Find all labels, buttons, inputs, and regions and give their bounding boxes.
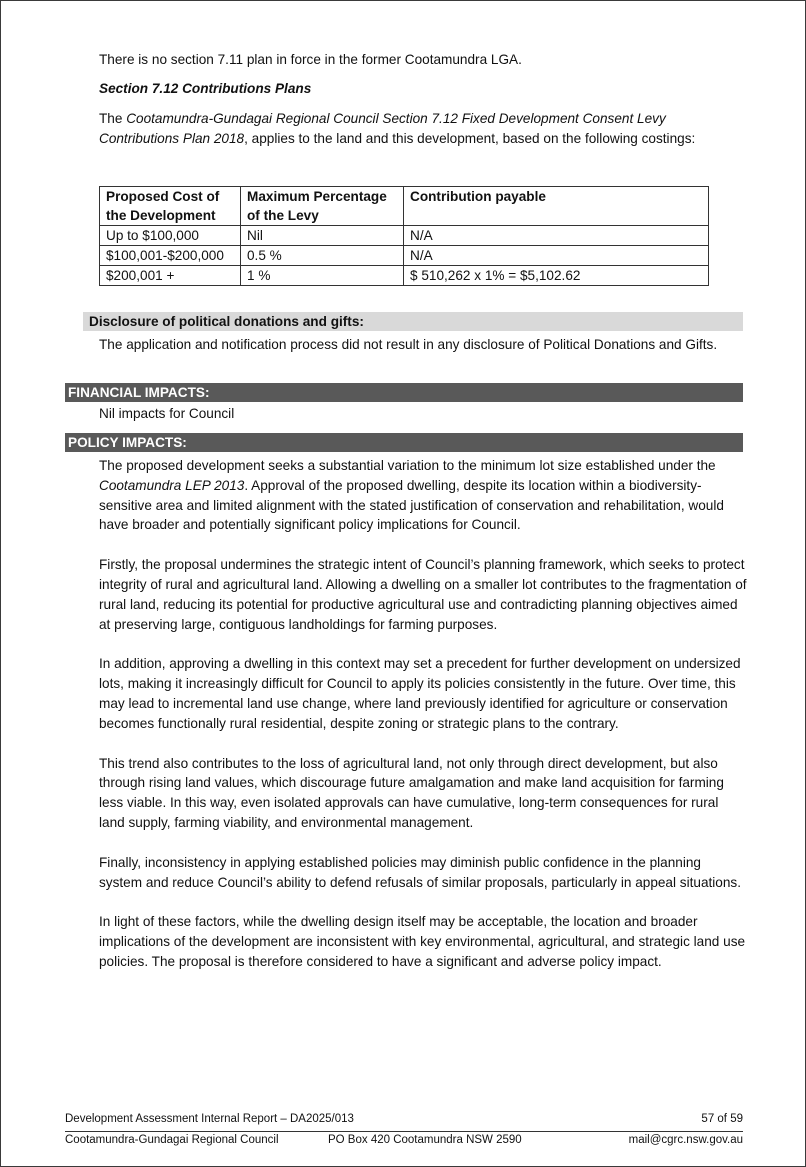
plan-description <box>99 109 743 149</box>
cell-percentage: 0.5 % <box>241 246 404 266</box>
policy-paragraph-4: This trend also contributes to the loss of agricultural land, not only through direct development, but also through rising land values, which discourage future amalgamation and make land acquisition for farming less viable. In this way, even isolated approvals can have cumulative, long-term consequences for rural land supply, farming viability, and environmental management. <box>99 755 724 830</box>
plan-name: Cootamundra-Gundagai Regional Council Section 7.12 Fixed Development Consent Levy Contributions Plan 2018 <box>99 111 666 146</box>
table-row <box>100 226 709 246</box>
policy-p1-post: . Approval of the proposed dwelling, despite its location within a biodiversity-sensitive area and limited alignment with the stated justification of conservation and rehabilitation, would have broader and potentially significant policy implications for Council. <box>99 477 724 533</box>
cell-cost: $200,001 + <box>100 266 241 286</box>
policy-paragraph-3: In addition, approving a dwelling in this context may set a precedent for further development on undersized lots, making it increasingly difficult for Council to apply its policies consistently in the future. Over time, this may lead to incremental land use change, where land previously identified for agriculture or conservation becomes functionally rural residential, despite zoning or strategic plans to the contrary. <box>99 656 741 731</box>
cell-contribution: N/A <box>404 246 709 266</box>
cell-percentage: 1 % <box>241 266 404 286</box>
plan-description-post: , applies to the land and this development, based on the following costings: <box>244 130 696 146</box>
footer-email: mail@cgrc.nsw.gov.au <box>628 1134 743 1146</box>
header-cost: Proposed Cost of the Development <box>100 187 241 226</box>
levy-table-header <box>100 187 709 226</box>
disclosure-text: The application and notification process did not result in any disclosure of Political Donations and Gifts. <box>99 337 718 352</box>
section-712-title: Section 7.12 Contributions Plans <box>99 81 312 96</box>
header-percentage: Maximum Percentage of the Levy <box>241 187 404 226</box>
levy-table <box>99 186 709 286</box>
policy-impacts-heading: POLICY IMPACTS: <box>65 433 743 452</box>
financial-impacts-text: Nil impacts for Council <box>99 406 235 421</box>
plan-description-pre: The <box>99 111 127 126</box>
cell-percentage: Nil <box>241 226 404 246</box>
lep-reference: Cootamundra LEP 2013 <box>99 477 245 493</box>
no-plan-statement: There is no section 7.11 plan in force in the former Cootamundra LGA. <box>99 52 522 67</box>
policy-impacts-body <box>99 456 747 972</box>
table-row <box>100 246 709 266</box>
policy-paragraph-2: Firstly, the proposal undermines the strategic intent of Council’s planning framework, which seeks to protect integrity of rural and agricultural land. Allowing a dwelling on a smaller lot contributes to the fragmentation of rural land, reducing its potential for productive agricultural use and contradicting planning objectives aimed at preserving large, contiguous landholdings for farming purposes. <box>99 557 747 632</box>
footer-report-line <box>65 1111 743 1132</box>
footer-page-number: 57 of 59 <box>701 1113 743 1125</box>
policy-paragraph-6: In light of these factors, while the dwelling design itself may be acceptable, the location and broader implications of the development are inconsistent with key environmental, agricultural, and strategic land use policies. The proposal is therefore considered to have a significant and adverse policy impact. <box>99 914 746 969</box>
footer-council-name: Cootamundra-Gundagai Regional Council <box>65 1134 279 1146</box>
cell-contribution: N/A <box>404 226 709 246</box>
header-contribution: Contribution payable <box>404 187 709 226</box>
footer-po-box: PO Box 420 Cootamundra NSW 2590 <box>328 1134 522 1146</box>
cell-contribution: $ 510,262 x 1% = $5,102.62 <box>404 266 709 286</box>
policy-paragraph-1 <box>99 456 747 535</box>
cell-cost: $100,001-$200,000 <box>100 246 241 266</box>
footer-report-title: Development Assessment Internal Report – DA2025/013 <box>65 1113 354 1125</box>
policy-p1-pre: The proposed development seeks a substantial variation to the minimum lot size established under the <box>99 458 716 473</box>
disclosure-heading: Disclosure of political donations and gifts: <box>83 312 743 331</box>
policy-paragraph-5: Finally, inconsistency in applying established policies may diminish public confidence in the planning system and reduce Council’s ability to defend refusals of similar proposals, particularly in appeal situations. <box>99 854 741 890</box>
cell-cost: Up to $100,000 <box>100 226 241 246</box>
financial-impacts-heading: FINANCIAL IMPACTS: <box>65 383 743 402</box>
table-row <box>100 266 709 286</box>
